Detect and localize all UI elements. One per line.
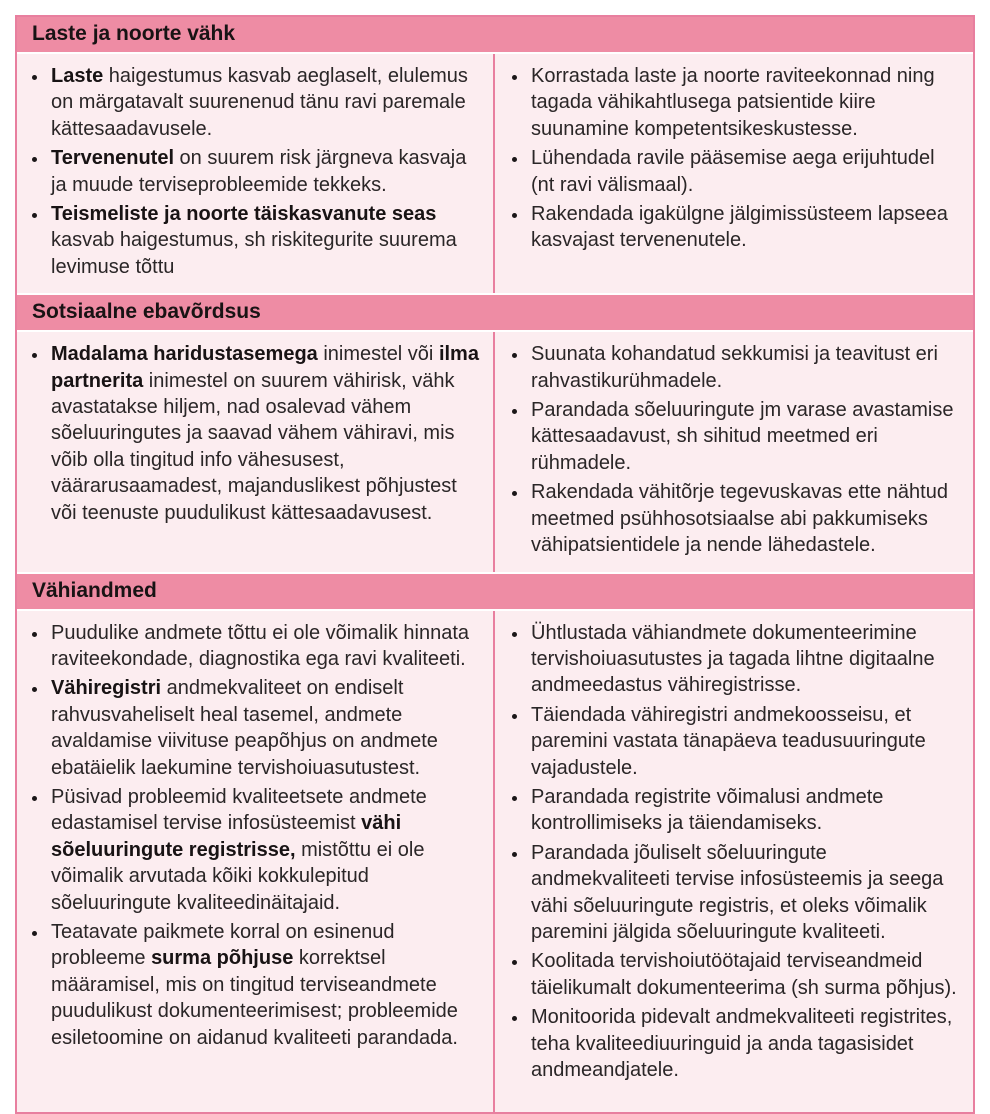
bullet-text: korrektsel määramisel, mis on tingitud terviseandmete puudulikust dokumenteerimisest; probleemide esiletoomine on aidanud kvaliteeti parandada.	[51, 947, 458, 1049]
bullet-text: andmekvaliteet on endiselt rahvusvaheliselt heal tasemel, andmete avaldamise viivituse peapõhjus on andmete ebatäielik laekumine tervishoiuasutustest.	[51, 677, 438, 779]
bullet-text: Rakendada vähitõrje tegevuskavas ette nähtud meetmed psühhosotsiaalse abi pakkumiseks vähipatsientidele ja nende lähedastele.	[531, 481, 948, 557]
bullet-text-bold: Vähiregistri	[51, 677, 162, 700]
section-title: Sotsiaalne ebavõrdsus	[32, 300, 261, 324]
bullet-item	[529, 201, 963, 254]
bullet-text: inimestel või	[317, 343, 439, 366]
bullet-text: on suurem risk järgneva kasvaja ja muude terviseprobleemide tekkeks.	[51, 147, 467, 196]
bullet-text-bold: ilma partnerita	[51, 343, 479, 392]
section-1-actions-cell	[495, 332, 973, 571]
section-sotsiaalne-ebavordsus	[17, 293, 973, 571]
bullet-item	[529, 479, 963, 558]
section-header	[17, 572, 973, 611]
bullet-list	[23, 620, 483, 1052]
bullet-item	[529, 784, 963, 837]
section-0-actions-cell	[495, 54, 973, 293]
bullet-item	[49, 784, 483, 916]
section-header	[17, 293, 973, 332]
bullet-list	[503, 341, 963, 558]
bullet-text-bold: Teismeliste ja noorte täiskasvanute seas	[51, 203, 437, 226]
section-body	[17, 54, 973, 293]
bullet-text: Püsivad probleemid kvaliteetsete andmete edastamisel tervise infosüsteemist	[51, 785, 427, 835]
section-1-findings-cell	[17, 332, 495, 571]
bullet-text: Ühtlustada vähiandmete dokumenteerimine tervishoiuasutustes ja tagada lihtne digitaalne andmeedastus vähiregistrisse.	[531, 621, 935, 697]
bullet-text-bold: Tervenenutel	[51, 147, 174, 170]
bullet-item	[529, 620, 963, 699]
bullet-item	[529, 1004, 963, 1083]
bullet-item	[529, 397, 963, 476]
bullet-item	[529, 702, 963, 781]
bullet-text: Teatavate paikmete korral on esinenud probleeme	[51, 920, 395, 970]
bullet-text: Täiendada vähiregistri andmekoosseisu, et paremini vastata tänapäeva teadusuuringute vajadustele.	[531, 703, 926, 779]
bullet-item	[49, 201, 483, 280]
bullet-text: Koolitada tervishoiutöötajaid terviseandmeid täielikumalt dokumenteerima (sh surma põhjus).	[531, 950, 957, 999]
section-0-findings-cell	[17, 54, 495, 293]
section-header	[17, 17, 973, 54]
bullet-item	[529, 948, 963, 1001]
bullet-text: Parandada registrite võimalusi andmete kontrollimiseks ja täiendamiseks.	[531, 785, 884, 835]
bullet-text: Korrastada laste ja noorte raviteekonnad ning tagada vähikahtlusega patsientide kiire suunamine kompetentsikeskustesse.	[531, 65, 935, 140]
bullet-text: Puudulike andmete tõttu ei ole võimalik hinnata raviteekondade, diagnostika ega ravi kvaliteeti.	[51, 621, 470, 670]
bullet-item	[49, 341, 483, 526]
bullet-list	[503, 63, 963, 254]
bullet-text-bold: surma põhjuse	[151, 947, 294, 970]
bullet-item	[49, 145, 483, 198]
bullet-item	[49, 919, 483, 1051]
bullet-list	[23, 63, 483, 280]
bullet-text: Parandada sõeluuringute jm varase avastamise kättesaadavust, sh sihitud meetmed eri rühmadele.	[531, 399, 954, 474]
bullet-item	[529, 341, 963, 394]
summary-table	[15, 15, 975, 1114]
section-title: Vähiandmed	[32, 578, 157, 602]
section-2-actions-cell	[495, 611, 973, 1112]
bullet-text-bold: vähi sõeluuringute registrisse,	[51, 812, 402, 861]
bullet-item	[529, 840, 963, 946]
bullet-list	[23, 341, 483, 526]
section-laste-ja-noorte-vahk	[17, 17, 973, 293]
bullet-text: Parandada jõuliselt sõeluuringute andmekvaliteeti tervise infosüsteemis ja seega vähi sõeluuringute registris, et oleks võimalik paremini jälgida sõeluuringute kvaliteeti.	[531, 841, 944, 943]
bullet-text: kasvab haigestumus, sh riskitegurite suurema levimuse tõttu	[51, 229, 457, 278]
section-body	[17, 611, 973, 1112]
bullet-item	[529, 145, 963, 198]
bullet-text: haigestumus kasvab aeglaselt, elulemus on märgatavalt suurenenud tänu ravi paremale kättesaadavusele.	[51, 65, 468, 140]
bullet-text-bold: Madalama haridustasemega	[51, 343, 318, 366]
bullet-item	[49, 63, 483, 142]
section-title: Laste ja noorte vähk	[32, 22, 236, 45]
bullet-text: inimestel on suurem vähirisk, vähk avastatakse hiljem, nad osalevad vähem sõeluuringutes ja saavad vähem vähiravi, mis võib olla tingitud info vähesusest, väärarusaamadest, majanduslikest põhjustest või teenuste puudulikust kättesaadavusest.	[51, 369, 457, 524]
bullet-text: Lühendada ravile pääsemise aega erijuhtudel (nt ravi välismaal).	[531, 147, 935, 196]
bullet-text: mistõttu ei ole võimalik arvutada kõiki kokkulepitud sõeluuringute kvaliteedinäitajaid.	[51, 838, 425, 914]
bullet-item	[529, 63, 963, 142]
section-body	[17, 332, 973, 571]
bullet-item	[49, 675, 483, 781]
bullet-text: Rakendada igakülgne jälgimissüsteem lapseea kasvajast tervenenutele.	[531, 203, 948, 252]
section-vahiandmed	[17, 572, 973, 1112]
bullet-text-bold: Laste	[51, 65, 104, 87]
bullet-list	[503, 620, 963, 1084]
bullet-text: Monitoorida pidevalt andmekvaliteeti registrites, teha kvaliteediuuringuid ja anda tagasisidet andmeandjatele.	[531, 1006, 953, 1081]
bullet-text: Suunata kohandatud sekkumisi ja teavitust eri rahvastikurühmadele.	[531, 343, 938, 392]
bullet-item	[49, 620, 483, 673]
section-2-findings-cell	[17, 611, 495, 1112]
